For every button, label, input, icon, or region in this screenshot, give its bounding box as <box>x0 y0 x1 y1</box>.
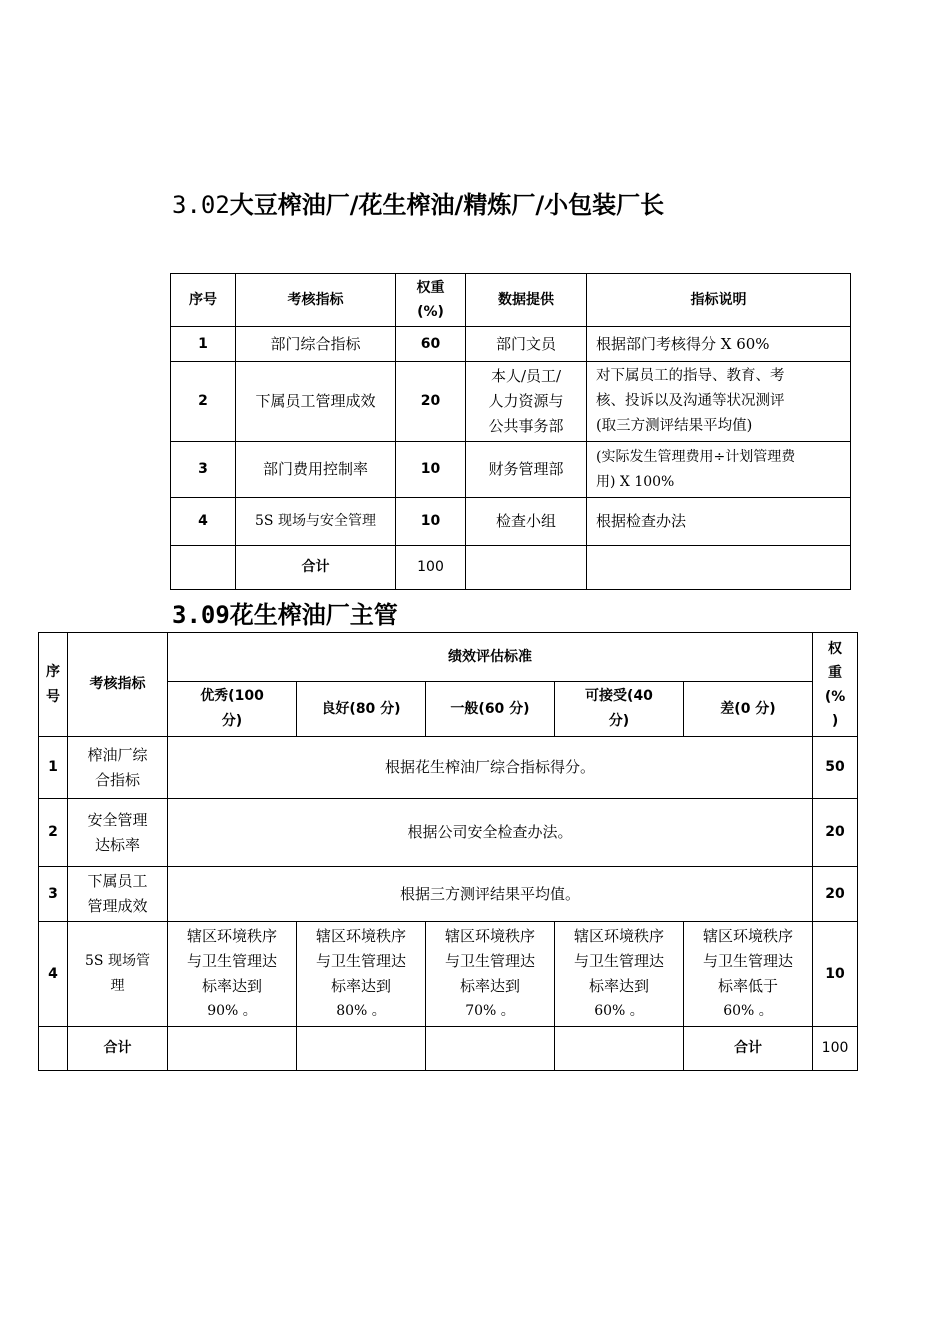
level-text-line: 60% 。 <box>594 1003 644 1019</box>
level-line: 差(0 分) <box>720 700 776 717</box>
total-weight: 100 <box>396 546 466 590</box>
level-text-line: 80% 。 <box>336 1003 386 1019</box>
level-text-line: 标率低于 <box>718 977 779 995</box>
row-weight: 10 <box>396 498 466 546</box>
header-weight-line: 重 <box>828 664 843 681</box>
total-weight: 100 <box>813 1027 858 1071</box>
row-seq: 3 <box>171 442 236 498</box>
row-seq: 3 <box>39 867 68 922</box>
level-text-line: 辖区环境秩序 <box>573 927 664 945</box>
indicator-line: 安全管理 <box>87 810 148 829</box>
section-2-number: 3.09 <box>172 601 230 629</box>
row-indicator: 部门费用控制率 <box>236 442 396 498</box>
header-weight <box>396 274 466 327</box>
row-standard: 根据三方测评结果平均值。 <box>168 867 813 922</box>
level-text-line: 辖区环境秩序 <box>703 927 794 945</box>
level-text-line: 标率达到 <box>330 977 391 995</box>
header-indicator: 考核指标 <box>236 274 396 327</box>
row-weight: 20 <box>813 799 858 867</box>
indicator-line: 5S 现场管 <box>85 953 150 969</box>
header-data-source: 数据提供 <box>466 274 587 327</box>
level-text-line: 辖区环境秩序 <box>444 927 535 945</box>
section-2-title: 花生榨油厂主管 <box>229 601 398 629</box>
header-weight <box>813 633 858 737</box>
row-indicator <box>68 737 168 799</box>
row-source <box>466 362 587 442</box>
row-indicator <box>68 799 168 867</box>
level-line: 良好(80 分) <box>321 700 401 717</box>
level-text-line: 与卫生管理达 <box>186 952 277 970</box>
row-description <box>587 442 851 498</box>
description-line: (取三方测评结果平均值) <box>596 418 753 434</box>
description-line: 用) X 100% <box>596 473 675 490</box>
header-standard: 绩效评估标准 <box>168 633 813 682</box>
row-indicator <box>68 922 168 1027</box>
total-empty-cell <box>168 1027 297 1071</box>
table-row <box>171 327 851 362</box>
row-weight: 50 <box>813 737 858 799</box>
total-seq-empty <box>171 546 236 590</box>
level-text-line: 60% 。 <box>723 1003 773 1019</box>
table-total-row <box>171 546 851 590</box>
table-row <box>39 922 858 1027</box>
row-source <box>466 327 587 362</box>
header-weight-line-1: 权重 <box>416 280 445 296</box>
row-seq: 1 <box>39 737 68 799</box>
table-row <box>171 498 851 546</box>
source-line: 人力资源与 <box>488 392 564 410</box>
table-row <box>171 362 851 442</box>
row-level-excellent <box>168 922 297 1027</box>
header-seq-line: 号 <box>46 688 60 705</box>
section-2-table <box>38 632 858 1071</box>
level-line: 一般(60 分) <box>450 700 530 717</box>
source-line: 财务管理部 <box>488 460 564 478</box>
level-text-line: 与卫生管理达 <box>703 952 794 970</box>
level-text-line: 辖区环境秩序 <box>186 927 277 945</box>
header-level-poor <box>684 682 813 737</box>
table-header-row <box>171 274 851 327</box>
row-weight: 10 <box>813 922 858 1027</box>
level-line: 可接受(40 <box>585 688 653 704</box>
source-line: 检查小组 <box>495 512 556 530</box>
header-level-acceptable <box>555 682 684 737</box>
level-text-line: 标率达到 <box>201 977 262 995</box>
description-line: 根据检查办法 <box>596 512 687 530</box>
row-source <box>466 498 587 546</box>
indicator-line: 理 <box>110 978 125 994</box>
header-level-excellent <box>168 682 297 737</box>
level-text-line: 辖区环境秩序 <box>315 927 406 945</box>
indicator-line: 达标率 <box>94 835 140 854</box>
row-indicator <box>68 867 168 922</box>
source-line: 部门文员 <box>495 334 556 353</box>
row-seq: 2 <box>39 799 68 867</box>
total-source-empty <box>466 546 587 590</box>
level-text-line: 与卫生管理达 <box>573 952 664 970</box>
source-line: 公共事务部 <box>488 417 564 435</box>
level-line: 分) <box>221 713 243 729</box>
header-seq <box>39 633 68 737</box>
row-indicator: 5S 现场与安全管理 <box>236 498 396 546</box>
row-weight: 10 <box>396 442 466 498</box>
header-description: 指标说明 <box>587 274 851 327</box>
row-description <box>587 498 851 546</box>
row-seq: 4 <box>171 498 236 546</box>
section-1-number: 3.02 <box>172 191 230 219</box>
section-1-table <box>170 273 851 590</box>
indicator-line: 下属员工 <box>87 872 148 890</box>
level-text-line: 标率达到 <box>459 977 520 995</box>
table-row <box>39 737 858 799</box>
indicator-line: 管理成效 <box>87 897 148 915</box>
row-standard: 根据花生榨油厂综合指标得分。 <box>168 737 813 799</box>
row-standard: 根据公司安全检查办法。 <box>168 799 813 867</box>
header-level-average <box>426 682 555 737</box>
header-indicator: 考核指标 <box>68 633 168 737</box>
header-seq-line: 序 <box>46 663 60 680</box>
table-total-row <box>39 1027 858 1071</box>
total-description-empty <box>587 546 851 590</box>
level-text-line: 与卫生管理达 <box>315 952 406 970</box>
row-seq: 4 <box>39 922 68 1027</box>
description-line: 核、投诉以及沟通等状况测评 <box>596 393 785 409</box>
header-weight-line: 权 <box>828 640 843 657</box>
row-indicator: 下属员工管理成效 <box>236 362 396 442</box>
source-line: 本人/员工/ <box>490 367 562 385</box>
row-description <box>587 362 851 442</box>
table-row <box>39 799 858 867</box>
total-label: 合计 <box>236 546 396 590</box>
total-empty-cell <box>555 1027 684 1071</box>
section-1-title: 大豆榨油厂/花生榨油/精炼厂/小包装厂长 <box>229 191 665 219</box>
total-label: 合计 <box>68 1027 168 1071</box>
level-text-line: 90% 。 <box>207 1003 257 1019</box>
row-seq: 2 <box>171 362 236 442</box>
level-text-line: 与卫生管理达 <box>444 952 535 970</box>
row-description <box>587 327 851 362</box>
total-empty-cell <box>297 1027 426 1071</box>
level-line: 分) <box>608 713 630 729</box>
section-2-heading <box>172 595 398 630</box>
level-text-line: 标率达到 <box>588 977 649 995</box>
row-level-good <box>297 922 426 1027</box>
total-empty-cell <box>426 1027 555 1071</box>
row-weight: 20 <box>396 362 466 442</box>
total-seq-empty <box>39 1027 68 1071</box>
header-weight-line: ) <box>831 712 839 729</box>
header-level-good <box>297 682 426 737</box>
total-label-right: 合计 <box>684 1027 813 1071</box>
section-1-heading <box>172 185 664 220</box>
row-source <box>466 442 587 498</box>
row-level-poor <box>684 922 813 1027</box>
level-text-line: 70% 。 <box>465 1003 515 1019</box>
table-header-row <box>39 633 858 682</box>
level-line: 优秀(100 <box>200 688 264 704</box>
row-seq: 1 <box>171 327 236 362</box>
row-weight: 60 <box>396 327 466 362</box>
header-seq: 序号 <box>171 274 236 327</box>
header-weight-line-2: (%) <box>417 304 444 320</box>
description-line: (实际发生管理费用÷计划管理费 <box>596 448 796 465</box>
row-weight: 20 <box>813 867 858 922</box>
description-line: 对下属员工的指导、教育、考 <box>596 368 785 384</box>
row-level-average <box>426 922 555 1027</box>
description-line: 根据部门考核得分 X 60% <box>596 334 770 353</box>
indicator-line: 榨油厂综 <box>87 745 148 764</box>
header-weight-line: (% <box>824 688 846 705</box>
table-row <box>39 867 858 922</box>
table-row <box>171 442 851 498</box>
indicator-line: 合指标 <box>94 770 140 789</box>
row-level-acceptable <box>555 922 684 1027</box>
row-indicator: 部门综合指标 <box>236 327 396 362</box>
